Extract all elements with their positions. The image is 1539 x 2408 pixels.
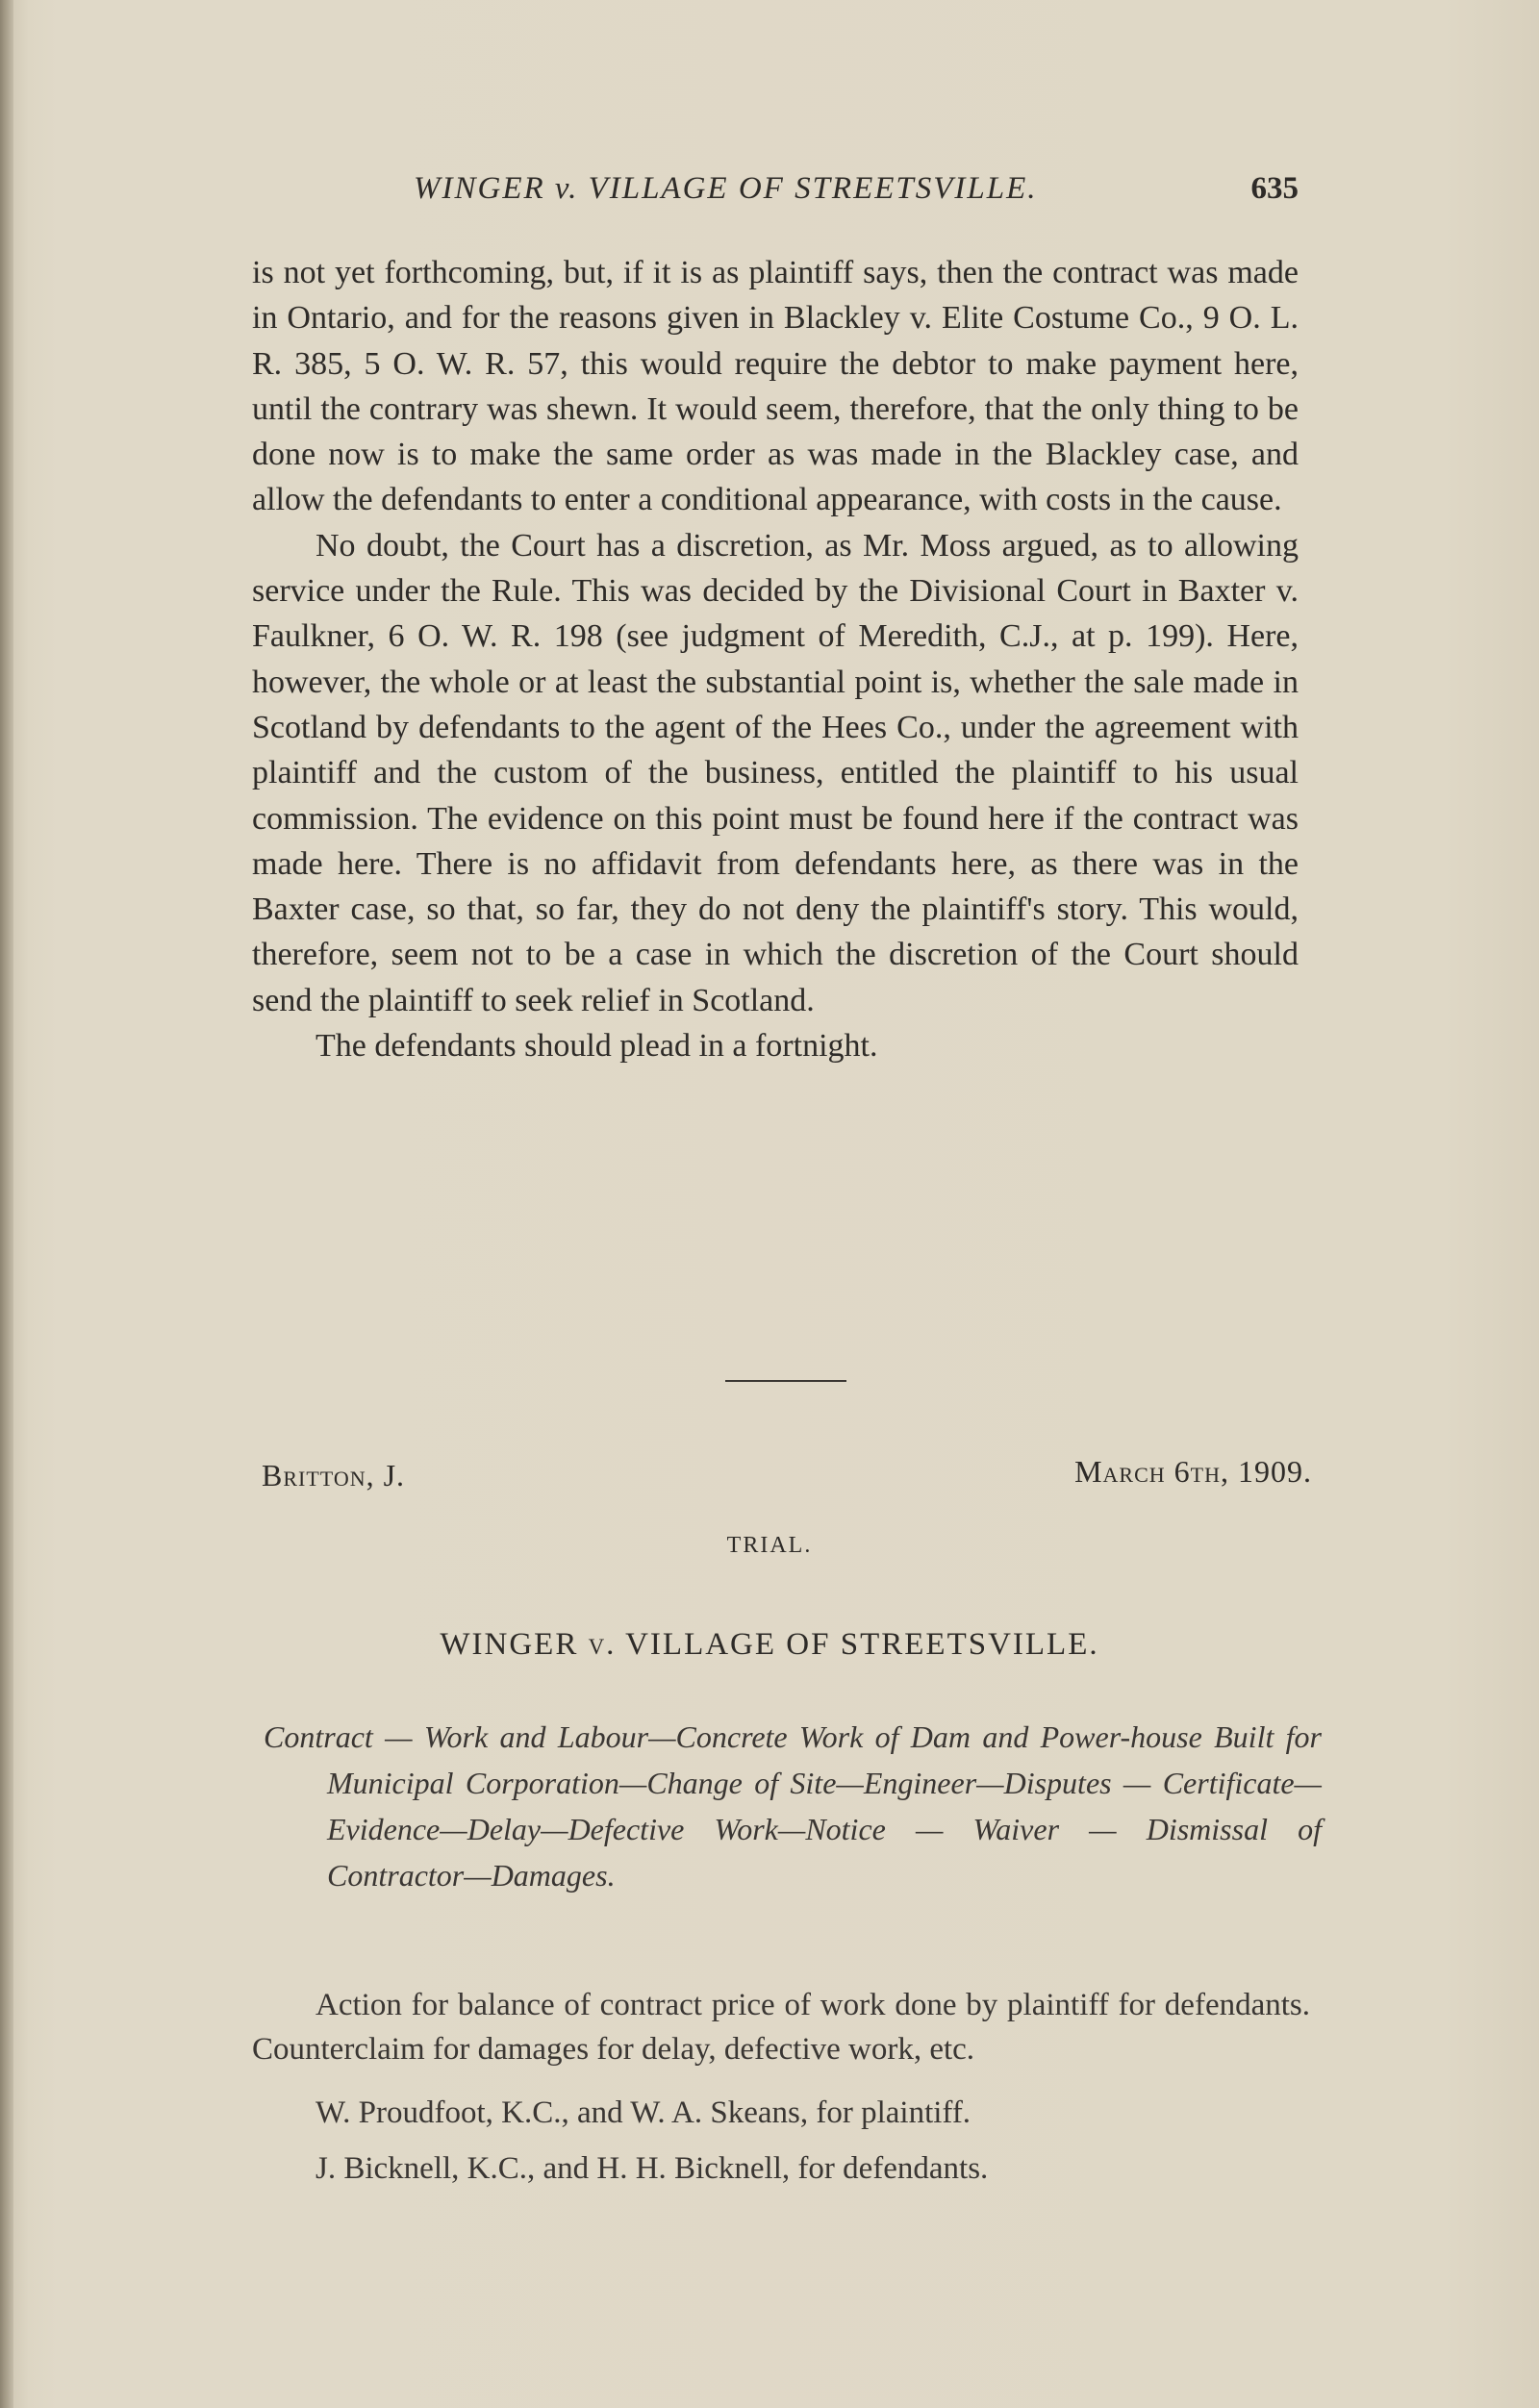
page-number: 635 [1250,171,1299,206]
body-text [252,250,1299,1068]
case-summary: Action for balance of contract price of work done by plaintiff for defendants. Counterclaim for damages for delay, defective work, etc. [252,1988,1310,2067]
trial-label: TRIAL. [726,1533,813,1558]
judgment-date: March 6th, 1909. [1074,1454,1312,1489]
section-divider [725,1380,846,1382]
case-summary-block [252,1983,1310,2196]
paragraph-order: The defendants should plead in a fortnight. [315,1028,878,1065]
case-title: WINGER v. VILLAGE OF STREETSVILLE. [440,1627,1099,1662]
paragraph-continued: is not yet forthcoming, but, if it is as plaintiff says, then the contract was made in Ontario, and for the reasons given in Blackley v. Elite Costume Co., 9 O. L. R. 385, 5 O. W. R. 57, this would require the debtor to make payment here, until the contrary was shewn. It would seem, therefore, that the only thing to be done now is to make the same order as was made in the Blackley case, and allow the defendants to enter a conditional appearance, with costs in the cause. [252,255,1299,518]
running-title: WINGER v. VILLAGE OF STREETSVILLE. [414,171,1038,206]
counsel-plaintiff: W. Proudfoot, K.C., and W. A. Skeans, for plaintiff. [315,2095,971,2130]
judge-name: Britton, J. [262,1458,406,1492]
paragraph-discretion: No doubt, the Court has a discretion, as Mr. Moss argued, as to allowing service under the Rule. This was decided by the Divisional Court in Baxter v. Faulkner, 6 O. W. R. 198 (see judgment of Meredith, C.J., at p. 199). Here, however, the whole or at least the substantial point is, whether the sale made in Scotland by defendants to the agent of the Hees Co., under the agreement with plaintiff and the custom of the business, entitled the plaintiff to his usual commission. The evidence on this point must be found here if the contract was made here. There is no affidavit from defendants here, as there was in the Baxter case, so that, so far, they do not deny the plaintiff's story. This would, therefore, seem not to be a case in which the discretion of the Court should send the plaintiff to seek relief in Scotland. [252,527,1299,1018]
running-head [250,171,1299,217]
counsel-list [252,2085,1310,2196]
headnote [264,1714,1322,1898]
counsel-defendants: J. Bicknell, K.C., and H. H. Bicknell, for defendants. [315,2151,989,2186]
binding-edge [0,0,13,2408]
headnote-text: Contract — Work and Labour—Concrete Work of Dam and Power-house Built for Municipal Corporation—Change of Site—Engineer—Disputes — Certificate—Evidence—Delay—Defective Work—Notice — Waiver — Dismissal of Contractor—Damages. [264,1719,1322,1893]
